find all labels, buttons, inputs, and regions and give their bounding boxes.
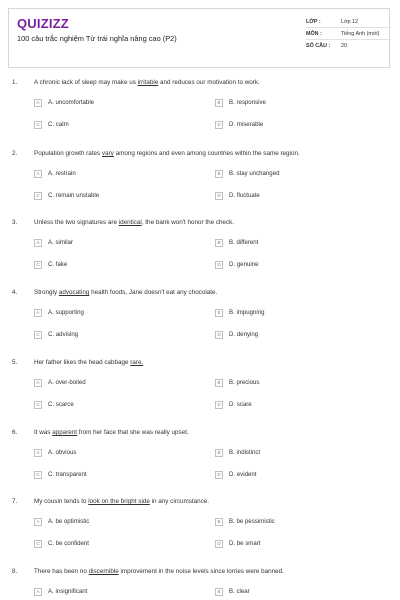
option-text: D. miserable <box>229 121 264 128</box>
option-text: B. responsive <box>229 99 266 106</box>
option-text: B. clear <box>229 588 250 595</box>
option-text: B. indistinct <box>229 449 261 456</box>
option-text: D. denying <box>229 331 259 338</box>
option-letter-box: B <box>215 170 223 178</box>
option-letter-box: B <box>215 379 223 387</box>
option-text: B. be pessimistic <box>229 518 275 525</box>
option-a[interactable] <box>34 307 84 318</box>
question-text: It was apparent from her face that she was really upset. <box>34 429 189 436</box>
option-d[interactable] <box>215 190 260 201</box>
option-letter-box: D <box>215 192 223 200</box>
option-text: B. precious <box>229 379 260 386</box>
option-letter-box: A <box>34 99 42 107</box>
question-number: 3. <box>12 219 18 226</box>
question-item <box>0 219 400 281</box>
option-letter-box: B <box>215 239 223 247</box>
option-text: A. be optimistic <box>48 518 90 525</box>
option-text: A. supporting <box>48 309 84 316</box>
underlined-word: look on the bright side <box>88 498 150 505</box>
underlined-word: apparent <box>52 429 78 436</box>
option-text: D. fluctuate <box>229 192 260 199</box>
question-item <box>0 289 400 351</box>
option-b[interactable] <box>215 516 275 527</box>
option-letter-box: C <box>34 331 42 339</box>
option-text: A. similar <box>48 239 74 246</box>
underlined-word: vary <box>101 150 114 157</box>
question-text: There has been no discernible improvement in the noise levels since lorries were banned. <box>34 568 284 575</box>
option-letter-box: D <box>215 540 223 548</box>
option-b[interactable] <box>215 97 266 108</box>
question-item <box>0 429 400 491</box>
option-text: C. transparent <box>48 471 87 478</box>
document-title: 100 câu trắc nghiệm Từ trái nghĩa nâng cao (P2) <box>17 34 177 43</box>
option-b[interactable] <box>215 168 279 179</box>
meta-label: MÔN : <box>306 30 322 37</box>
option-letter-box: A <box>34 309 42 317</box>
option-text: A. over-boiled <box>48 379 86 386</box>
option-letter-box: C <box>34 401 42 409</box>
option-text: B. different <box>229 239 259 246</box>
option-d[interactable] <box>215 399 252 410</box>
option-letter-box: B <box>215 588 223 596</box>
option-letter-box: A <box>34 449 42 457</box>
option-text: D. scare <box>229 401 252 408</box>
question-number: 7. <box>12 498 18 505</box>
option-text: C. advising <box>48 331 79 338</box>
option-d[interactable] <box>215 469 256 480</box>
option-letter-box: D <box>215 331 223 339</box>
option-letter-box: B <box>215 309 223 317</box>
option-text: D. evident <box>229 471 257 478</box>
option-c[interactable] <box>34 469 87 480</box>
option-text: A. obvious <box>48 449 77 456</box>
option-text: C. scarce <box>48 401 74 408</box>
option-text: A. uncomfortable <box>48 99 95 106</box>
question-number: 8. <box>12 568 18 575</box>
meta-value: Tiếng Anh (mới) <box>341 30 380 37</box>
question-text: Population growth rates vary among regions and even among countries within the same region. <box>34 150 300 157</box>
option-letter-box: B <box>215 449 223 457</box>
question-item <box>0 150 400 212</box>
option-a[interactable] <box>34 516 89 527</box>
option-letter-box: D <box>215 401 223 409</box>
option-text: B. impugning <box>229 309 265 316</box>
option-text: D. genuine <box>229 261 259 268</box>
option-text: C. calm <box>48 121 69 128</box>
option-letter-box: A <box>34 170 42 178</box>
option-letter-box: B <box>215 99 223 107</box>
option-letter-box: B <box>215 518 223 526</box>
underlined-word: irritable <box>137 79 159 86</box>
question-text: Her father likes the head cabbage rare. <box>34 359 144 366</box>
option-letter-box: A <box>34 239 42 247</box>
option-letter-box: C <box>34 471 42 479</box>
option-letter-box: D <box>215 261 223 269</box>
option-letter-box: C <box>34 192 42 200</box>
question-number: 2. <box>12 150 18 157</box>
option-b[interactable] <box>215 586 250 597</box>
option-c[interactable] <box>34 399 74 410</box>
option-a[interactable] <box>34 586 87 597</box>
option-letter-box: C <box>34 261 42 269</box>
option-letter-box: A <box>34 379 42 387</box>
option-b[interactable] <box>215 307 265 318</box>
question-text: Unless the two signatures are identical, the bank won't honor the check. <box>34 219 235 226</box>
option-c[interactable] <box>34 329 78 340</box>
option-letter-box: D <box>215 121 223 129</box>
option-letter-box: C <box>34 121 42 129</box>
option-text: C. fake <box>48 261 68 268</box>
option-text: C. be confident <box>48 540 89 547</box>
option-a[interactable] <box>34 377 86 388</box>
meta-label: LỚP : <box>306 18 321 25</box>
option-a[interactable] <box>34 97 94 108</box>
option-c[interactable] <box>34 538 89 549</box>
underlined-word: rare. <box>130 359 144 366</box>
question-text: Strongly advocating health foods, Jane doesn't eat any chocolate. <box>34 289 218 296</box>
option-b[interactable] <box>215 447 260 458</box>
quizizz-logo: QUIZIZZ <box>17 16 69 31</box>
meta-value: Lớp 12 <box>341 18 359 25</box>
option-letter-box: A <box>34 588 42 596</box>
option-text: C. remain unstable <box>48 192 100 199</box>
question-item <box>0 498 400 560</box>
option-letter-box: A <box>34 518 42 526</box>
question-number: 6. <box>12 429 18 436</box>
option-d[interactable] <box>215 259 258 270</box>
question-item <box>0 359 400 421</box>
option-letter-box: C <box>34 540 42 548</box>
meta-label: SỐ CÂU : <box>306 42 331 49</box>
option-c[interactable] <box>34 119 69 130</box>
option-d[interactable] <box>215 119 263 130</box>
question-text: A chronic lack of sleep may make us irritable and reduces our motivation to work. <box>34 79 260 86</box>
question-item <box>0 568 400 600</box>
option-c[interactable] <box>34 259 67 270</box>
question-number: 5. <box>12 359 18 366</box>
option-a[interactable] <box>34 237 73 248</box>
option-a[interactable] <box>34 168 76 179</box>
option-text: A. insignificant <box>48 588 88 595</box>
question-item <box>0 79 400 141</box>
option-b[interactable] <box>215 237 258 248</box>
option-c[interactable] <box>34 190 99 201</box>
underlined-word: identical <box>118 219 142 226</box>
option-d[interactable] <box>215 329 258 340</box>
option-a[interactable] <box>34 447 76 458</box>
underlined-word: discernible <box>88 568 119 575</box>
question-number: 1. <box>12 79 18 86</box>
option-letter-box: D <box>215 471 223 479</box>
question-text: My cousin tends to look on the bright side in any circumstance. <box>34 498 210 505</box>
option-text: A. restrain <box>48 170 76 177</box>
underlined-word: advocating <box>58 289 90 296</box>
option-d[interactable] <box>215 538 261 549</box>
question-number: 4. <box>12 289 18 296</box>
option-text: B. stay unchanged <box>229 170 280 177</box>
option-text: D. be smart <box>229 540 261 547</box>
meta-value: 20 <box>341 42 347 49</box>
option-b[interactable] <box>215 377 259 388</box>
